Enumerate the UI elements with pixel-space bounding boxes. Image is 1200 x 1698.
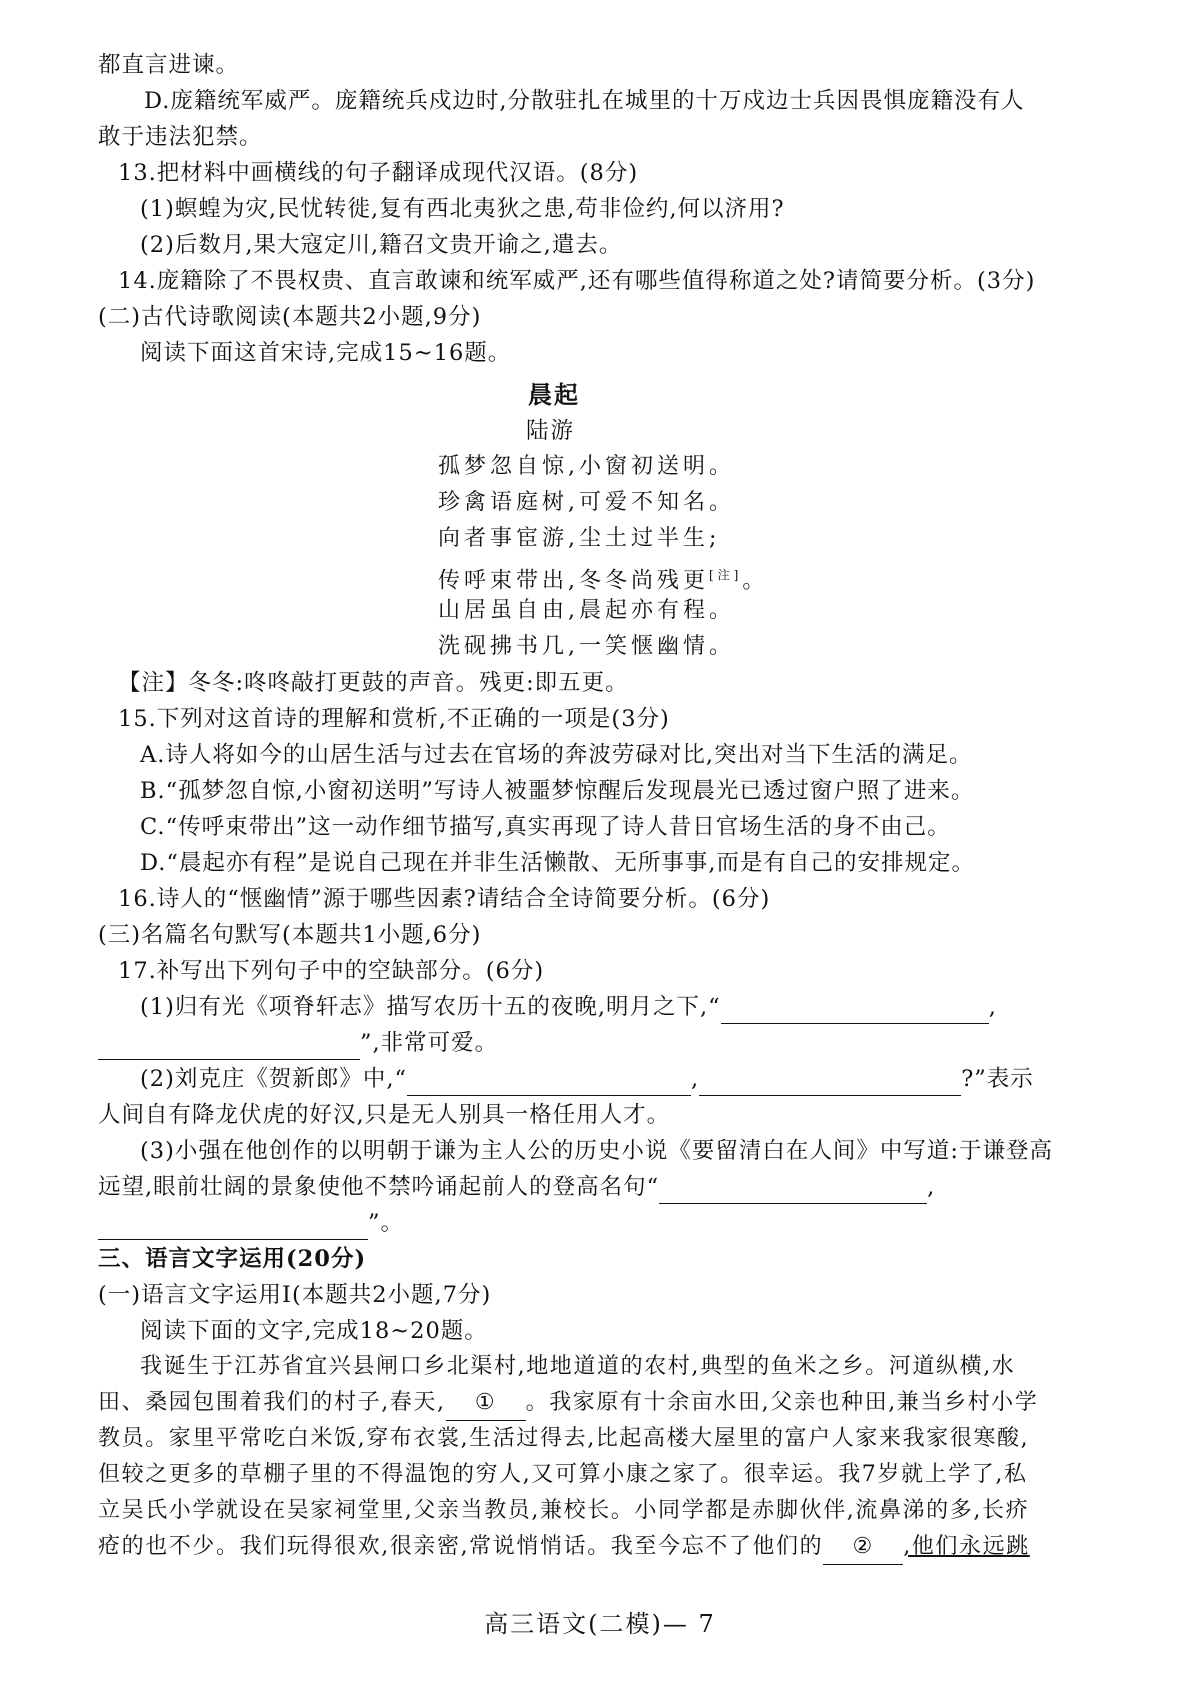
- poem-verse-end: 。: [742, 568, 769, 594]
- poem-verse: 向者事宦游,尘土过半生;: [438, 526, 721, 551]
- item-text: ”。: [368, 1210, 405, 1236]
- passage-line: 立吴氏小学就设在吴家祠堂里,父亲当教员,兼校长。小同学都是赤脚伙伴,流鼻涕的多,长疥: [98, 1498, 1030, 1523]
- item-text: ,: [691, 1066, 700, 1092]
- section-heading: (一)语言文字运用Ⅰ(本题共2小题,7分): [98, 1282, 492, 1308]
- item-text: ”,非常可爱。: [360, 1030, 499, 1056]
- question-15-option-d: D.“晨起亦有程”是说自己现在并非生活懒散、无所事事,而是有自己的安排规定。: [140, 850, 976, 876]
- passage-line: 但较之更多的草棚子里的不得温饱的穷人,又可算小康之家了。很幸运。我7岁就上学了,私: [98, 1462, 1028, 1487]
- page-footer: 高三语文(二模)— 7: [484, 1610, 716, 1638]
- question-13-item-2: (2)后数月,果大寇定川,籍召文贵开谕之,遣去。: [140, 232, 623, 258]
- fill-blank[interactable]: [699, 1071, 961, 1096]
- text-line: 敢于违法犯禁。: [98, 124, 263, 150]
- passage-line: 教员。家里平常吃白米饭,穿布衣裳,生活过得去,比起高楼大屋里的富户人家来我家很寒酸,: [98, 1426, 1030, 1451]
- poem-note: 【注】冬冬:咚咚敲打更鼓的声音。残更:即五更。: [118, 670, 629, 696]
- passage-text: 田、桑园包围着我们的村子,春天,: [98, 1390, 446, 1415]
- question-17-item-3-cont: [98, 1170, 935, 1204]
- question-14-stem: 14.庞籍除了不畏权贵、直言敢谏和统军威严,还有哪些值得称道之处?请简要分析。(3分): [118, 268, 1036, 294]
- passage-line: [98, 1530, 1030, 1565]
- passage-text: 。我家原有十余亩水田,父亲也种田,兼当乡村小学: [525, 1390, 1039, 1415]
- question-17-stem: 17.补写出下列句子中的空缺部分。(6分): [118, 958, 545, 984]
- question-17-item-3: (3)小强在他创作的以明朝于谦为主人公的历史小说《要留清白在人间》中写道:于谦登高: [140, 1138, 1053, 1164]
- text-line: 都直言进谏。: [98, 52, 240, 78]
- item-text: (1)归有光《项脊轩志》描写农历十五的夜晚,明月之下,“: [140, 994, 721, 1020]
- blank-marker-1: ①: [446, 1386, 526, 1421]
- poem-verse-text: 传呼束带出,冬冬尚残更: [438, 568, 709, 594]
- fill-blank[interactable]: [98, 1215, 368, 1240]
- passage-line: [98, 1386, 1038, 1421]
- poem-author: 陆游: [526, 418, 576, 444]
- blank-marker-2: ②: [823, 1530, 903, 1565]
- fill-blank[interactable]: [98, 1035, 360, 1060]
- poem-instruction: 阅读下面这首宋诗,完成15~16题。: [140, 340, 512, 366]
- question-16-stem: 16.诗人的“惬幽情”源于哪些因素?请结合全诗简要分析。(6分): [118, 886, 771, 912]
- text-line: 人间自有降龙伏虎的好汉,只是无人别具一格任用人才。: [98, 1102, 671, 1128]
- question-13-item-1: (1)螟蝗为灾,民忧转徙,复有西北夷狄之患,苟非俭约,何以济用?: [140, 196, 785, 222]
- question-13-stem: 13.把材料中画横线的句子翻译成现代汉语。(8分): [118, 160, 639, 186]
- question-15-stem: 15.下列对这首诗的理解和赏析,不正确的一项是(3分): [118, 706, 670, 732]
- section-heading: (三)名篇名句默写(本题共1小题,6分): [98, 922, 482, 948]
- passage-text: ,他们永远跳: [903, 1534, 1030, 1559]
- passage-text: 疮的也不少。我们玩得很欢,很亲密,常说悄悄话。我至今忘不了他们的: [98, 1534, 824, 1559]
- fill-blank[interactable]: [659, 1179, 927, 1204]
- fill-blank[interactable]: [721, 999, 989, 1024]
- poem-verse: 珍禽语庭树,可爱不知名。: [438, 490, 735, 515]
- poem-verse: 山居虽自由,晨起亦有程。: [438, 598, 735, 623]
- question-17-item-1: [140, 990, 997, 1024]
- note-marker: [注]: [709, 568, 743, 582]
- poem-verse: 洗砚拂书几,一笑惬幽情。: [438, 634, 735, 659]
- question-17-item-1-cont: [98, 1026, 498, 1060]
- section-heading: (二)古代诗歌阅读(本题共2小题,9分): [98, 304, 482, 330]
- part-3-title: 三、语言文字运用(20分): [98, 1246, 367, 1272]
- question-15-option-a: A.诗人将如今的山居生活与过去在官场的奔波劳碌对比,突出对当下生活的满足。: [140, 742, 973, 768]
- question-17-item-3-end: [98, 1206, 404, 1240]
- item-text: (2)刘克庄《贺新郎》中,“: [140, 1066, 408, 1092]
- question-15-option-c: C.“传呼束带出”这一动作细节描写,真实再现了诗人昔日官场生活的身不由己。: [140, 814, 951, 840]
- option-d-line: D.庞籍统军威严。庞籍统兵戍边时,分散驻扎在城里的十万戍边士兵因畏惧庞籍没有人: [144, 88, 1025, 114]
- item-text: ,: [988, 994, 997, 1020]
- item-text: 远望,眼前壮阔的景象使他不禁吟诵起前人的登高名句“: [98, 1174, 660, 1200]
- passage-instruction: 阅读下面的文字,完成18~20题。: [140, 1318, 488, 1344]
- poem-title: 晨起: [528, 380, 580, 409]
- question-15-option-b: B.“孤梦忽自惊,小窗初送明”写诗人被噩梦惊醒后发现晨光已透过窗户照了进来。: [140, 778, 975, 804]
- item-text: ,: [927, 1174, 936, 1200]
- item-text: ?”表示: [961, 1066, 1034, 1092]
- poem-verse: 孤梦忽自惊,小窗初送明。: [438, 454, 735, 479]
- poem-verse: [438, 558, 768, 598]
- fill-blank[interactable]: [407, 1071, 691, 1096]
- passage-line: 我诞生于江苏省宜兴县闸口乡北渠村,地地道道的农村,典型的鱼米之乡。河道纵横,水: [140, 1354, 1016, 1379]
- question-17-item-2: [140, 1062, 1034, 1096]
